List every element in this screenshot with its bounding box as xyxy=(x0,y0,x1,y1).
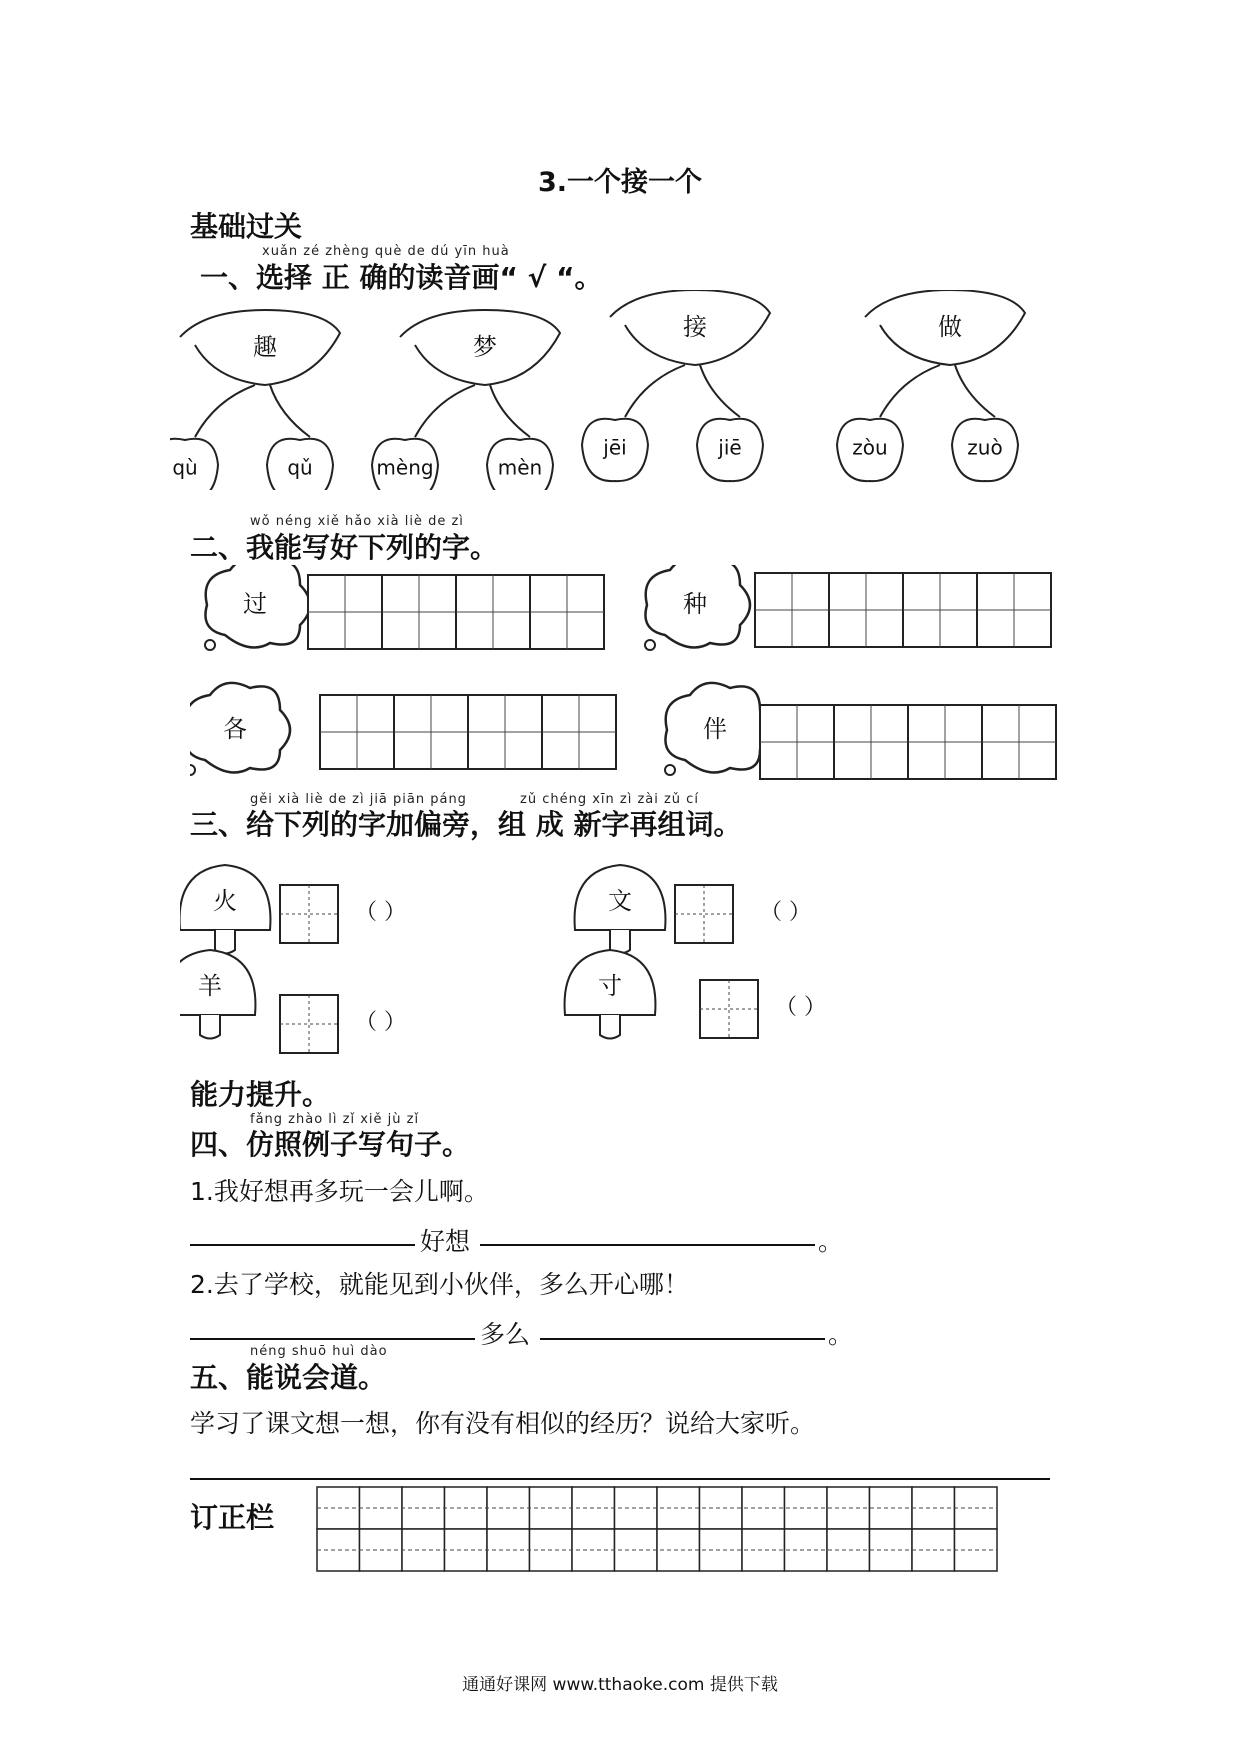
answer-parentheses[interactable]: （ ） xyxy=(355,1010,406,1035)
cherry-pinyin: jiē xyxy=(718,435,742,460)
correction-label: 订正栏 xyxy=(190,1501,275,1534)
stem xyxy=(625,365,685,417)
cherry-option-a[interactable] xyxy=(170,439,218,490)
cherry-option-a[interactable] xyxy=(837,419,903,481)
cherry-option-b[interactable] xyxy=(487,439,553,490)
stem xyxy=(955,365,995,417)
cloud-char: 各 xyxy=(223,715,247,743)
footer: 通通好课网 www.tthaoke.com 提供下载 xyxy=(462,1675,778,1695)
cloud-icon xyxy=(205,565,310,650)
correction-cell[interactable] xyxy=(785,1487,828,1529)
cherry-pinyin: zuò xyxy=(967,435,1003,460)
q2-heading: 二、我能写好下列的字。 xyxy=(190,531,499,564)
cherry-item xyxy=(582,290,770,481)
stem xyxy=(415,385,475,437)
cherry-pinyin: mèn xyxy=(497,455,543,480)
cloud-char: 种 xyxy=(683,590,707,618)
writing-grid[interactable] xyxy=(280,995,338,1053)
cloud-char: 伴 xyxy=(703,715,727,743)
cherry-pinyin: jēi xyxy=(603,435,627,460)
q4-period-1: 。 xyxy=(818,1227,844,1256)
answer-parentheses[interactable]: （ ） xyxy=(355,900,406,925)
cloud-icon xyxy=(665,683,770,775)
cherry-item xyxy=(170,310,340,490)
q5-heading: 五、能说会道。 xyxy=(190,1361,387,1394)
mushroom-char: 羊 xyxy=(198,972,222,1000)
leaf-char: 趣 xyxy=(253,333,277,361)
cherry-option-a[interactable] xyxy=(372,439,438,490)
q2-writing-grids xyxy=(190,565,1090,785)
q4-period-2: 。 xyxy=(828,1320,854,1349)
leaf-char: 接 xyxy=(683,313,707,341)
cloud-icon xyxy=(645,565,750,650)
q1-cherry-diagram xyxy=(170,290,1070,490)
mushroom-icon xyxy=(575,865,666,954)
cherry-item xyxy=(372,310,560,490)
q4-pinyin: fǎng zhào lì zǐ xiě jù zǐ xyxy=(250,1112,420,1127)
mushroom-char: 文 xyxy=(608,887,632,915)
section-ability: 能力提升。 xyxy=(190,1078,331,1111)
correction-grid[interactable] xyxy=(315,1485,1005,1580)
section-basic: 基础过关 xyxy=(190,210,303,243)
stem xyxy=(270,385,310,437)
stem xyxy=(490,385,530,437)
stem xyxy=(700,365,740,417)
q5-prompt: 学习了课文想一想，你有没有相似的经历？说给大家听。 xyxy=(190,1409,816,1438)
writing-grid[interactable] xyxy=(760,705,1056,779)
q4-blank-1a[interactable] xyxy=(190,1244,415,1246)
mushroom-icon xyxy=(180,950,255,1039)
q5-pinyin: néng shuō huì dào xyxy=(250,1344,388,1359)
answer-parentheses[interactable]: （ ） xyxy=(775,995,826,1020)
q4-example-2: 2.去了学校，就能见到小伙伴，多么开心哪！ xyxy=(190,1270,689,1299)
writing-grid[interactable] xyxy=(700,980,758,1038)
q1-pinyin: xuǎn zé zhèng què de dú yīn huà xyxy=(262,244,510,259)
cherry-option-b[interactable] xyxy=(697,419,763,481)
q4-heading: 四、仿照例子写句子。 xyxy=(190,1128,471,1161)
cloud-char: 过 xyxy=(243,590,267,618)
page-title: 3.一个接一个 xyxy=(537,167,703,198)
q3-pinyin-2: zǔ chéng xīn zì zài zǔ cí xyxy=(520,792,699,807)
q5-answer-line[interactable] xyxy=(190,1478,1050,1480)
writing-grid[interactable] xyxy=(320,695,616,769)
correction-cell[interactable] xyxy=(742,1487,785,1529)
q3-mushroom-grid xyxy=(180,860,1060,1070)
mushroom-char: 火 xyxy=(213,887,237,915)
writing-grid[interactable] xyxy=(755,573,1051,647)
q3-heading: 三、给下列的字加偏旁，组 成 新字再组词。 xyxy=(190,808,742,841)
mushroom-icon xyxy=(565,950,656,1039)
q4-blank-2a[interactable] xyxy=(190,1338,475,1340)
q3-pinyin-1: gěi xià liè de zì jiā piān páng xyxy=(250,792,467,807)
cherry-pinyin: zòu xyxy=(852,435,888,460)
cherry-option-b[interactable] xyxy=(267,439,333,490)
q4-fill-word-1: 好想 xyxy=(420,1227,471,1256)
cloud-icon xyxy=(190,683,290,775)
q4-blank-2b[interactable] xyxy=(540,1338,825,1340)
q4-example-1: 1.我好想再多玩一会儿啊。 xyxy=(190,1177,489,1206)
leaf-char: 做 xyxy=(938,313,962,341)
correction-cell[interactable] xyxy=(785,1529,828,1571)
stem xyxy=(195,385,255,437)
mushroom-icon xyxy=(180,865,270,954)
leaf-char: 梦 xyxy=(473,333,497,361)
cherry-pinyin: qù xyxy=(172,455,198,480)
writing-grid[interactable] xyxy=(308,575,604,649)
cherry-pinyin: qǔ xyxy=(287,455,313,480)
cherry-option-b[interactable] xyxy=(952,419,1018,481)
answer-parentheses[interactable]: （ ） xyxy=(760,900,811,925)
q2-pinyin: wǒ néng xiě hǎo xià liè de zì xyxy=(250,514,464,529)
cherry-pinyin: mèng xyxy=(376,455,434,480)
mushroom-char: 寸 xyxy=(598,972,622,1000)
q4-fill-word-2: 多么 xyxy=(480,1320,531,1349)
correction-cell[interactable] xyxy=(742,1529,785,1571)
writing-grid[interactable] xyxy=(280,885,338,943)
q1-heading: 一、选择 正 确的读音画“ √ “。 xyxy=(200,261,603,294)
q4-blank-1b[interactable] xyxy=(480,1244,815,1246)
stem xyxy=(880,365,940,417)
cherry-item xyxy=(837,290,1025,481)
writing-grid[interactable] xyxy=(675,885,733,943)
cherry-option-a[interactable] xyxy=(582,419,648,481)
